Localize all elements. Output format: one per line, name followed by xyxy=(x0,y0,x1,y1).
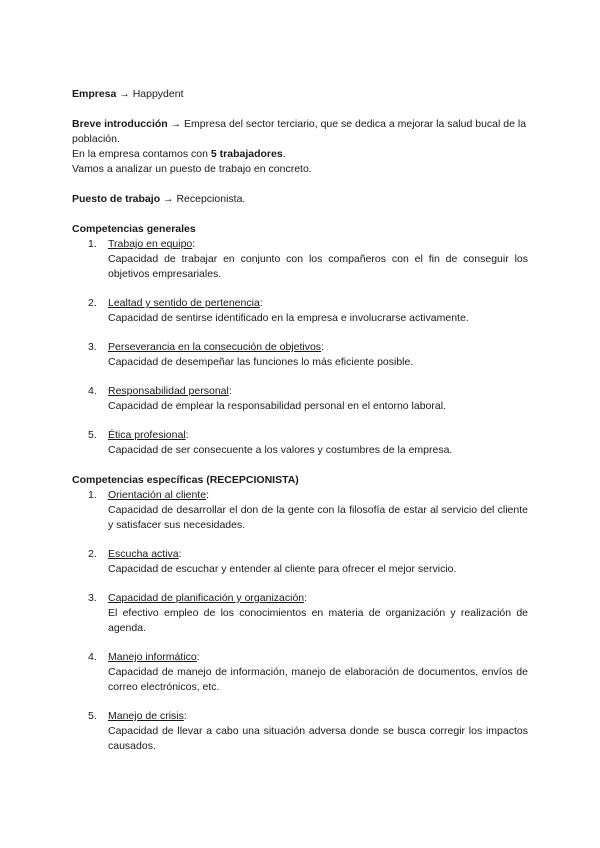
item-description: Capacidad de desarrollar el don de la gente con la filosofía de estar al servicio del cliente y satisfacer sus necesidades. xyxy=(108,504,528,531)
empresa-arrow: → xyxy=(116,88,133,100)
list-item: 3. Capacidad de planificación y organización: El efectivo empleo de los conocimientos en materia de organización y realización de agenda. xyxy=(88,592,528,634)
item-title: Orientación al cliente xyxy=(108,489,207,501)
document-content xyxy=(72,87,528,754)
item-number: 2. xyxy=(88,297,97,309)
list-item: 2. Lealtad y sentido de pertenencia: Capacidad de sentirse identificado en la empresa e involucrarse activamente. xyxy=(72,296,528,326)
item-description: Capacidad de manejo de información, manejo de elaboración de documentos, envíos de correo electrónicos, etc. xyxy=(108,666,528,693)
empresa-value: Happydent xyxy=(132,88,184,100)
item-description: Capacidad de escuchar y entender al cliente para ofrecer el mejor servicio. xyxy=(108,563,457,575)
puesto-arrow: → xyxy=(160,193,177,205)
list-item: 1. Trabajo en equipo: Capacidad de trabajar en conjunto con los compañeros con el fin de conseguir los objetivos empresariales. xyxy=(88,238,528,280)
puesto-label: Puesto de trabajo xyxy=(72,193,161,205)
list-item: 2. Escucha activa: Capacidad de escuchar y entender al cliente para ofrecer el mejor servicio. xyxy=(72,547,528,577)
generales-title: Competencias generales xyxy=(72,223,196,235)
intro-line2-pre: En la empresa contamos con xyxy=(72,148,211,160)
puesto-line xyxy=(72,192,528,207)
item-description: Capacidad de sentirse identificado en la empresa e involucrarse activamente. xyxy=(108,312,469,324)
item-title: Ética profesional xyxy=(108,429,186,441)
intro-line2-bold: 5 trabajadores xyxy=(210,148,283,160)
item-title: Manejo informático xyxy=(108,651,197,663)
intro-label: Breve introducción xyxy=(72,118,168,130)
list-item: 3. Perseverancia en la consecución de objetivos: Capacidad de desempeñar las funciones lo más eficiente posible. xyxy=(72,340,528,370)
item-title: Lealtad y sentido de pertenencia xyxy=(108,297,260,309)
item-number: 3. xyxy=(88,341,97,353)
item-description: Capacidad de emplear la responsabilidad personal en el entorno laboral. xyxy=(108,400,446,412)
item-number: 5. xyxy=(88,710,97,722)
generales-list xyxy=(72,237,528,458)
item-number: 4. xyxy=(88,651,97,663)
empresa-line xyxy=(72,87,528,102)
list-item: 4. Manejo informático: Capacidad de manejo de información, manejo de elaboración de documentos, envíos de correo electrónicos, etc. xyxy=(88,651,528,693)
especificas-title: Competencias específicas (RECEPCIONISTA) xyxy=(72,474,299,486)
intro-paragraph xyxy=(72,117,528,147)
item-title: Responsabilidad personal xyxy=(108,385,229,397)
intro-line-3: Vamos a analizar un puesto de trabajo en concreto. xyxy=(72,163,312,175)
item-title: Perseverancia en la consecución de objetivos xyxy=(108,341,322,353)
intro-line2-post: . xyxy=(282,148,286,160)
puesto-value: Recepcionista. xyxy=(176,193,246,205)
list-item: 1. Orientación al cliente: Capacidad de desarrollar el don de la gente con la filosofía de estar al servicio del cliente y satisfacer sus necesidades. xyxy=(88,489,528,531)
item-number: 3. xyxy=(88,592,97,604)
item-number: 4. xyxy=(88,385,97,397)
item-title: Escucha activa xyxy=(108,548,179,560)
intro-line-2 xyxy=(72,147,528,162)
intro-text: Empresa del sector terciario, que se dedica a mejorar la salud bucal de la población. xyxy=(72,118,527,145)
item-description: Capacidad de trabajar en conjunto con los compañeros con el fin de conseguir los objetivos empresariales. xyxy=(108,253,528,280)
item-number: 1. xyxy=(88,489,97,501)
item-description: Capacidad de llevar a cabo una situación adversa donde se busca corregir los impactos causados. xyxy=(108,725,528,752)
empresa-label: Empresa xyxy=(72,88,117,100)
item-title: Capacidad de planificación y organización xyxy=(108,592,305,604)
item-number: 5. xyxy=(88,429,97,441)
item-description: Capacidad de desempeñar las funciones lo más eficiente posible. xyxy=(108,356,414,368)
item-number: 2. xyxy=(88,548,97,560)
intro-arrow: → xyxy=(167,118,185,130)
list-item: 5. Manejo de crisis: Capacidad de llevar a cabo una situación adversa donde se busca corregir los impactos causados. xyxy=(88,710,528,752)
item-number: 1. xyxy=(88,238,97,250)
item-title: Trabajo en equipo xyxy=(108,238,193,250)
item-title: Manejo de crisis xyxy=(108,710,184,722)
item-description: Capacidad de ser consecuente a los valores y costumbres de la empresa. xyxy=(108,444,453,456)
especificas-list xyxy=(72,488,528,754)
item-description: El efectivo empleo de los conocimientos en materia de organización y realización de agenda. xyxy=(108,607,528,634)
list-item: 5. Ética profesional: Capacidad de ser consecuente a los valores y costumbres de la empresa. xyxy=(72,428,528,458)
list-item: 4. Responsabilidad personal: Capacidad de emplear la responsabilidad personal en el entorno laboral. xyxy=(72,384,528,414)
